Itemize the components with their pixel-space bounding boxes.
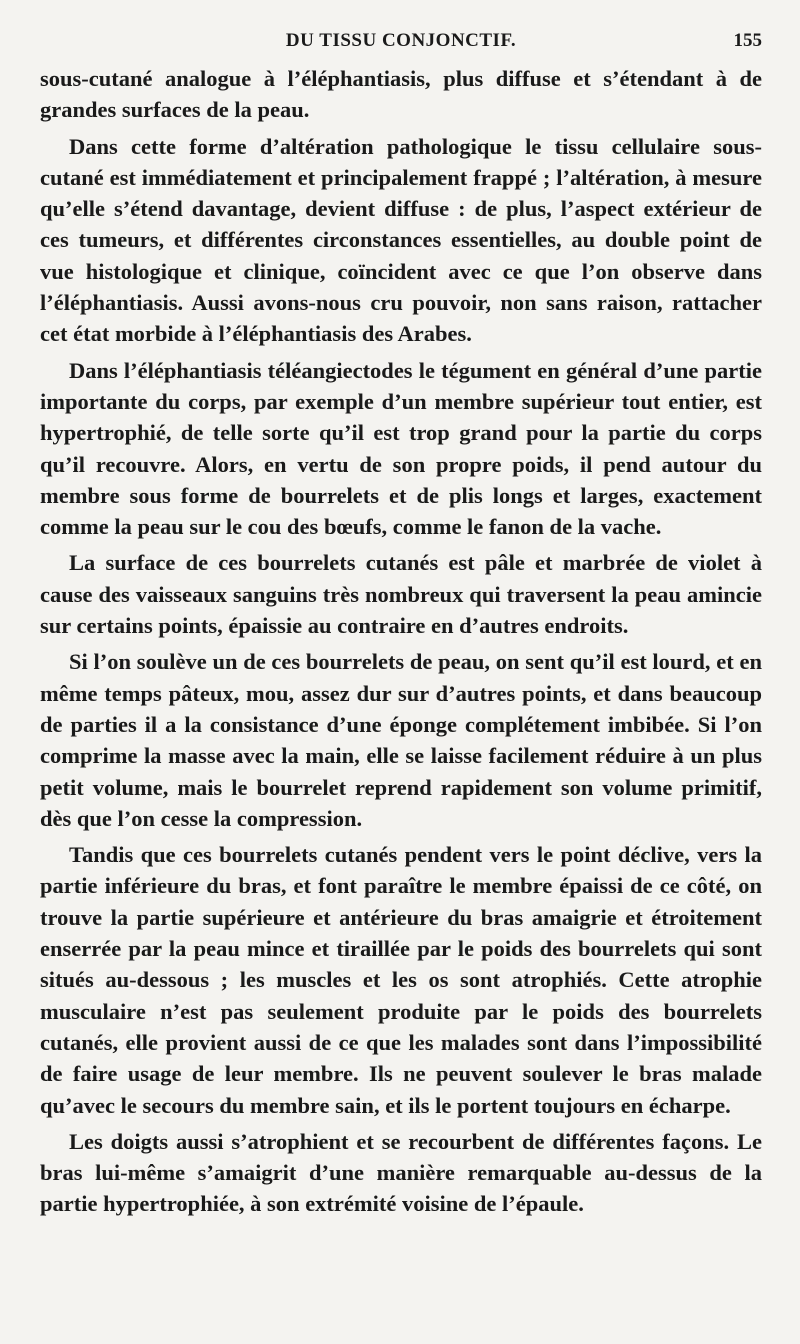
paragraph: sous-cutané analogue à l’éléphantiasis, plus diffuse et s’étendant à de grandes surfaces de la peau. — [40, 66, 762, 123]
paragraph: Les doigts aussi s’atrophient et se recourbent de différentes façons. Le bras lui-même s’amaigrit d’une manière remarquable au-dessus de la partie hypertrophiée, à son extrémité voisine de l’épaule. — [40, 1128, 762, 1217]
paragraph: Si l’on soulève un de ces bourrelets de peau, on sent qu’il est lourd, et en même temps pâteux, mou, assez dur sur d’autres points, et dans beaucoup de parties il a la consistance d’une éponge complétement imbibée. Si l’on comprime la masse avec la main, elle se laisse facilement réduire à un plus petit volume, mais le bourrelet reprend rapidement son volume primitif, dès que l’on cesse la compression. — [40, 649, 762, 831]
page-number: 155 — [733, 30, 762, 51]
paragraph: Dans l’éléphantiasis téléangiectodes le tégument en général d’une partie importante du corps, par exemple d’un membre supérieur tout entier, est hypertrophié, de telle sorte qu’il est trop grand pour la partie du corps qu’il recouvre. Alors, en vertu de son propre poids, il pend autour du membre sous forme de bourrelets et de plis longs et larges, exactement comme la peau sur le cou des bœufs, comme le fanon de la vache. — [40, 357, 762, 540]
paragraph: Dans cette forme d’altération pathologique le tissu cellulaire sous-cutané est immédiatement et principalement frappé ; l’altération, à mesure qu’elle s’étend davantage, devient diffuse : de plus, l’aspect extérieur de ces tumeurs, et différentes circonstances essentielles, au double point de vue histologique et clinique, coïncident avec ce que l’on observe dans l’éléphantiasis. Aussi avons-nous cru pouvoir, non sans raison, rattacher cet état morbide à l’éléphantiasis des Arabes. — [40, 133, 762, 347]
body-text — [40, 63, 762, 1220]
running-title: DU TISSU CONJONCTIF. — [285, 30, 517, 51]
paragraph: Tandis que ces bourrelets cutanés pendent vers le point déclive, vers la partie inférieure du bras, et font paraître le membre épaissi de ce côté, on trouve la partie supérieure et antérieure du bras amaigrie et étroitement enserrée par la peau mince et tiraillée par le poids des bourrelets qui sont situés au-dessous ; les muscles et les os sont atrophiés. Cette atrophie musculaire n’est pas seulement produite par le poids des bourrelets cutanés, elle provient aussi de ce que les malades sont dans l’impossibilité de faire usage de leur membre. Ils ne peuvent soulever le bras malade qu’avec le secours du membre sain, et ils le portent toujours en écharpe. — [40, 842, 762, 1118]
paragraph: La surface de ces bourrelets cutanés est pâle et marbrée de violet à cause des vaisseaux sanguins très nombreux qui traversent la peau amincie sur certains points, épaissie au contraire en d’autres endroits. — [40, 550, 762, 639]
page-header — [40, 30, 762, 60]
